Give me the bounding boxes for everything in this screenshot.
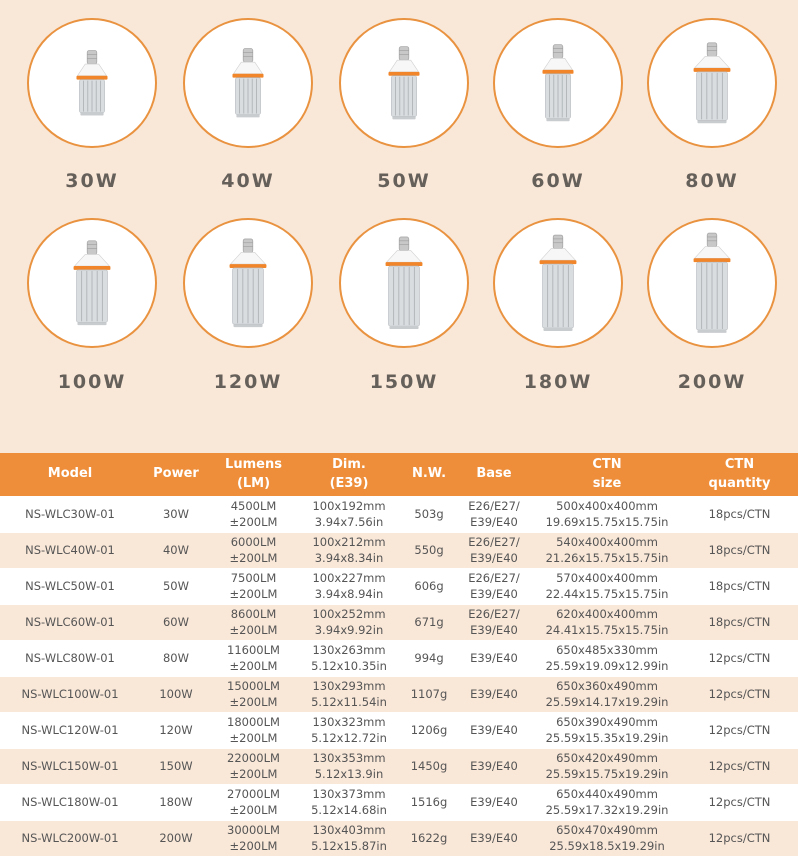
lumens-cell: 11600LM ±200LM: [212, 641, 295, 677]
base-cell: E26/E27/ E39/E40: [455, 605, 533, 641]
model-cell: NS-WLC120W-01: [0, 713, 140, 749]
header-ctn-size: CTN size: [533, 453, 681, 497]
led-corn-bulb-icon: [29, 20, 155, 146]
base-cell: E39/E40: [455, 785, 533, 821]
nw-cell: 1622g: [403, 821, 455, 857]
ctn-size-cell: 650x470x490mm 25.59x18.5x19.29in: [533, 821, 681, 857]
wattage-label: 50W: [377, 170, 431, 192]
nw-cell: 1450g: [403, 749, 455, 785]
nw-cell: 606g: [403, 569, 455, 605]
power-cell: 150W: [140, 749, 212, 785]
wattage-label: 150W: [369, 371, 439, 393]
dim-cell: 130x263mm 5.12x10.35in: [295, 641, 403, 677]
lumens-cell: 22000LM ±200LM: [212, 749, 295, 785]
header-dim: Dim. (E39): [295, 453, 403, 497]
dim-cell: 100x192mm 3.94x7.56in: [295, 497, 403, 533]
dim-cell: 100x212mm 3.94x8.34in: [295, 533, 403, 569]
ctn-quantity-cell: 12pcs/CTN: [681, 677, 798, 713]
model-cell: NS-WLC180W-01: [0, 785, 140, 821]
ctn-size-cell: 500x400x400mm 19.69x15.75x15.75in: [533, 497, 681, 533]
wattage-label: 40W: [221, 170, 275, 192]
base-cell: E26/E27/ E39/E40: [455, 533, 533, 569]
lumens-cell: 27000LM ±200LM: [212, 785, 295, 821]
led-corn-bulb-icon: [185, 20, 311, 146]
product-circle: [647, 18, 777, 148]
table-row: [0, 641, 798, 677]
product-circle: [27, 18, 157, 148]
dim-cell: 100x252mm 3.94x9.92in: [295, 605, 403, 641]
base-cell: E39/E40: [455, 677, 533, 713]
header-model: Model: [0, 453, 140, 497]
dim-cell: 100x227mm 3.94x8.94in: [295, 569, 403, 605]
product-circle: [183, 218, 313, 348]
ctn-quantity-cell: 12pcs/CTN: [681, 821, 798, 857]
model-cell: NS-WLC40W-01: [0, 533, 140, 569]
product-circle: [339, 18, 469, 148]
ctn-size-cell: 650x440x490mm 25.59x17.32x19.29in: [533, 785, 681, 821]
product-circle: [493, 218, 623, 348]
table-header-row: [0, 453, 798, 497]
model-cell: NS-WLC30W-01: [0, 497, 140, 533]
led-corn-bulb-icon: [185, 220, 311, 346]
wattage-label: 60W: [531, 170, 585, 192]
wattage-label: 30W: [65, 170, 119, 192]
model-cell: NS-WLC60W-01: [0, 605, 140, 641]
led-corn-bulb-icon: [649, 220, 775, 346]
ctn-quantity-cell: 18pcs/CTN: [681, 605, 798, 641]
led-corn-bulb-icon: [495, 20, 621, 146]
table-row: [0, 713, 798, 749]
ctn-size-cell: 570x400x400mm 22.44x15.75x15.75in: [533, 569, 681, 605]
dim-cell: 130x293mm 5.12x11.54in: [295, 677, 403, 713]
nw-cell: 550g: [403, 533, 455, 569]
wattage-label: 180W: [523, 371, 593, 393]
led-corn-bulb-icon: [341, 20, 467, 146]
nw-cell: 671g: [403, 605, 455, 641]
led-corn-bulb-icon: [495, 220, 621, 346]
ctn-quantity-cell: 12pcs/CTN: [681, 641, 798, 677]
model-cell: NS-WLC150W-01: [0, 749, 140, 785]
led-corn-bulb-icon: [649, 20, 775, 146]
ctn-quantity-cell: 12pcs/CTN: [681, 749, 798, 785]
header-nw: N.W.: [403, 453, 455, 497]
base-cell: E26/E27/ E39/E40: [455, 569, 533, 605]
table-row: [0, 785, 798, 821]
lumens-cell: 6000LM ±200LM: [212, 533, 295, 569]
ctn-quantity-cell: 18pcs/CTN: [681, 533, 798, 569]
product-circle: [647, 218, 777, 348]
lumens-cell: 7500LM ±200LM: [212, 569, 295, 605]
base-cell: E39/E40: [455, 713, 533, 749]
base-cell: E39/E40: [455, 641, 533, 677]
wattage-label: 100W: [57, 371, 127, 393]
dim-cell: 130x353mm 5.12x13.9in: [295, 749, 403, 785]
product-circle: [27, 218, 157, 348]
lumens-cell: 8600LM ±200LM: [212, 605, 295, 641]
dim-cell: 130x373mm 5.12x14.68in: [295, 785, 403, 821]
power-cell: 100W: [140, 677, 212, 713]
model-cell: NS-WLC50W-01: [0, 569, 140, 605]
base-cell: E39/E40: [455, 821, 533, 857]
wattage-label: 200W: [677, 371, 747, 393]
ctn-quantity-cell: 12pcs/CTN: [681, 713, 798, 749]
spec-table-body: [0, 497, 798, 857]
ctn-size-cell: 620x400x400mm 24.41x15.75x15.75in: [533, 605, 681, 641]
power-cell: 120W: [140, 713, 212, 749]
model-cell: NS-WLC200W-01: [0, 821, 140, 857]
table-row: [0, 569, 798, 605]
product-circle: [339, 218, 469, 348]
ctn-size-cell: 650x360x490mm 25.59x14.17x19.29in: [533, 677, 681, 713]
table-row: [0, 605, 798, 641]
ctn-size-cell: 540x400x400mm 21.26x15.75x15.75in: [533, 533, 681, 569]
header-lumens: Lumens (LM): [212, 453, 295, 497]
wattage-label: 80W: [685, 170, 739, 192]
table-row: [0, 749, 798, 785]
led-corn-bulb-icon: [29, 220, 155, 346]
nw-cell: 503g: [403, 497, 455, 533]
power-cell: 180W: [140, 785, 212, 821]
product-circle: [493, 18, 623, 148]
nw-cell: 1516g: [403, 785, 455, 821]
nw-cell: 1206g: [403, 713, 455, 749]
dim-cell: 130x403mm 5.12x15.87in: [295, 821, 403, 857]
lumens-cell: 15000LM ±200LM: [212, 677, 295, 713]
table-row: [0, 677, 798, 713]
led-corn-bulb-icon: [341, 220, 467, 346]
wattage-label: 120W: [213, 371, 283, 393]
header-base: Base: [455, 453, 533, 497]
ctn-quantity-cell: 18pcs/CTN: [681, 497, 798, 533]
nw-cell: 994g: [403, 641, 455, 677]
power-cell: 60W: [140, 605, 212, 641]
spec-table: [0, 453, 798, 856]
model-cell: NS-WLC100W-01: [0, 677, 140, 713]
table-row: [0, 821, 798, 857]
product-circle: [183, 18, 313, 148]
lumens-cell: 30000LM ±200LM: [212, 821, 295, 857]
power-cell: 200W: [140, 821, 212, 857]
base-cell: E39/E40: [455, 749, 533, 785]
power-cell: 50W: [140, 569, 212, 605]
lumens-cell: 4500LM ±200LM: [212, 497, 295, 533]
dim-cell: 130x323mm 5.12x12.72in: [295, 713, 403, 749]
power-cell: 80W: [140, 641, 212, 677]
ctn-size-cell: 650x420x490mm 25.59x15.75x19.29in: [533, 749, 681, 785]
ctn-quantity-cell: 18pcs/CTN: [681, 569, 798, 605]
table-row: [0, 533, 798, 569]
model-cell: NS-WLC80W-01: [0, 641, 140, 677]
header-power: Power: [140, 453, 212, 497]
nw-cell: 1107g: [403, 677, 455, 713]
lumens-cell: 18000LM ±200LM: [212, 713, 295, 749]
table-row: [0, 497, 798, 533]
power-cell: 30W: [140, 497, 212, 533]
base-cell: E26/E27/ E39/E40: [455, 497, 533, 533]
ctn-quantity-cell: 12pcs/CTN: [681, 785, 798, 821]
ctn-size-cell: 650x485x330mm 25.59x19.09x12.99in: [533, 641, 681, 677]
ctn-size-cell: 650x390x490mm 25.59x15.35x19.29in: [533, 713, 681, 749]
header-ctn-quantity: CTN quantity: [681, 453, 798, 497]
power-cell: 40W: [140, 533, 212, 569]
